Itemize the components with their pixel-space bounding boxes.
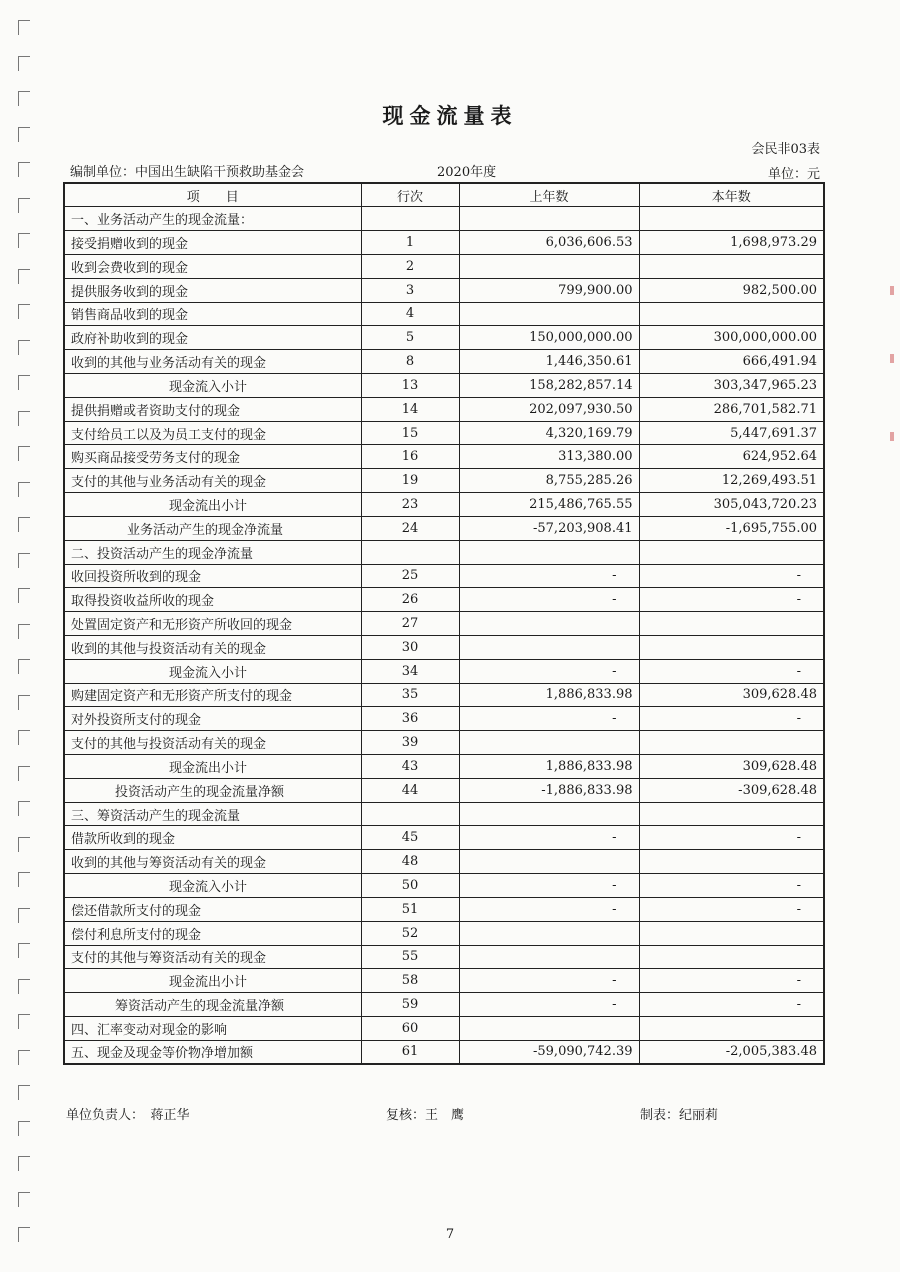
row-line: 24 [361,516,459,540]
table-row [64,826,824,850]
row-line: 36 [361,707,459,731]
row-line: 44 [361,778,459,802]
row-item: 销售商品收到的现金 [64,302,361,326]
row-item: 支付给员工以及为员工支付的现金 [64,421,361,445]
row-current-year [639,302,824,326]
binding-hole [18,517,30,532]
row-line: 19 [361,469,459,493]
row-item: 现金流入小计 [64,659,361,683]
row-line: 52 [361,921,459,945]
row-current-year: -309,628.48 [639,778,824,802]
row-current-year [639,254,824,278]
table-row [64,421,824,445]
table-row [64,635,824,659]
row-prior-year [459,612,639,636]
row-line: 60 [361,1016,459,1040]
table-row [64,683,824,707]
binding-hole [18,908,30,923]
binding-hole [18,872,30,887]
row-item: 投资活动产生的现金流量净额 [64,778,361,802]
row-prior-year: 8,755,285.26 [459,469,639,493]
row-item: 偿付利息所支付的现金 [64,921,361,945]
page-number: 7 [445,1227,455,1242]
binding-hole [18,1085,30,1100]
row-line: 13 [361,374,459,398]
row-prior-year: 215,486,765.55 [459,493,639,517]
table-row [64,397,824,421]
row-current-year: - [639,969,824,993]
row-prior-year [459,302,639,326]
table-row [64,207,824,231]
row-prior-year: - [459,707,639,731]
row-line: 61 [361,1040,459,1064]
row-prior-year: - [459,897,639,921]
table-row [64,1040,824,1064]
row-item: 处置固定资产和无形资产所收回的现金 [64,612,361,636]
row-prior-year: 150,000,000.00 [459,326,639,350]
header-current-year: 本年数 [639,183,824,207]
row-current-year [639,945,824,969]
row-current-year: - [639,993,824,1017]
row-line: 27 [361,612,459,636]
row-item: 政府补助收到的现金 [64,326,361,350]
row-item: 对外投资所支付的现金 [64,707,361,731]
table-row [64,897,824,921]
row-current-year [639,921,824,945]
binding-hole [18,304,30,319]
row-item: 三、筹资活动产生的现金流量 [64,802,361,826]
row-prior-year [459,921,639,945]
binding-hole [18,979,30,994]
table-row [64,1016,824,1040]
binding-hole [18,659,30,674]
row-current-year: - [639,659,824,683]
row-item: 借款所收到的现金 [64,826,361,850]
table-row [64,302,824,326]
binding-hole [18,695,30,710]
table-row [64,350,824,374]
binding-hole [18,588,30,603]
row-prior-year: -57,203,908.41 [459,516,639,540]
row-prior-year [459,1016,639,1040]
row-prior-year: 4,320,169.79 [459,421,639,445]
row-current-year [639,1016,824,1040]
row-item: 收到的其他与投资活动有关的现金 [64,635,361,659]
table-row [64,731,824,755]
row-item: 四、汇率变动对现金的影响 [64,1016,361,1040]
row-current-year: 305,043,720.23 [639,493,824,517]
row-item: 二、投资活动产生的现金净流量 [64,540,361,564]
margin-stamp-mark [890,432,894,441]
row-line: 43 [361,755,459,779]
binding-hole [18,624,30,639]
binding-hole [18,269,30,284]
table-row [64,707,824,731]
row-prior-year: - [459,564,639,588]
row-item: 现金流入小计 [64,874,361,898]
row-line: 45 [361,826,459,850]
table-row [64,374,824,398]
table-row [64,326,824,350]
binding-hole [18,20,30,35]
row-line: 16 [361,445,459,469]
row-item: 筹资活动产生的现金流量净额 [64,993,361,1017]
row-prior-year [459,850,639,874]
row-prior-year: - [459,588,639,612]
row-prior-year [459,635,639,659]
row-current-year: - [639,897,824,921]
binding-hole [18,1192,30,1207]
binding-hole [18,198,30,213]
row-line: 5 [361,326,459,350]
row-item: 接受捐赠收到的现金 [64,231,361,255]
row-item: 五、现金及现金等价物净增加额 [64,1040,361,1064]
row-current-year [639,207,824,231]
table-body [64,207,824,1064]
table-row [64,778,824,802]
row-line: 35 [361,683,459,707]
row-current-year [639,731,824,755]
row-line: 25 [361,564,459,588]
row-item: 收到会费收到的现金 [64,254,361,278]
binding-hole [18,233,30,248]
table-row [64,445,824,469]
row-current-year: 286,701,582.71 [639,397,824,421]
row-prior-year [459,802,639,826]
table-row [64,231,824,255]
row-prior-year: 6,036,606.53 [459,231,639,255]
binding-hole [18,446,30,461]
row-line: 50 [361,874,459,898]
row-line: 26 [361,588,459,612]
row-item: 购买商品接受劳务支付的现金 [64,445,361,469]
row-item: 支付的其他与投资活动有关的现金 [64,731,361,755]
row-item: 现金流出小计 [64,493,361,517]
row-current-year: 12,269,493.51 [639,469,824,493]
signature-reviewer: 复核：王 鹰 [386,1108,465,1123]
row-prior-year: 158,282,857.14 [459,374,639,398]
row-item: 提供捐赠或者资助支付的现金 [64,397,361,421]
binding-hole [18,1121,30,1136]
row-prior-year: 313,380.00 [459,445,639,469]
row-line [361,802,459,826]
row-line: 34 [361,659,459,683]
row-current-year: - [639,588,824,612]
margin-stamp-mark [890,286,894,295]
row-current-year: 982,500.00 [639,278,824,302]
row-prior-year [459,945,639,969]
table-row [64,850,824,874]
row-current-year: 624,952.64 [639,445,824,469]
binding-hole [18,837,30,852]
row-line: 51 [361,897,459,921]
row-item: 一、业务活动产生的现金流量： [64,207,361,231]
margin-stamp-mark [890,354,894,363]
row-line: 55 [361,945,459,969]
table-row [64,755,824,779]
table-row [64,469,824,493]
row-current-year [639,612,824,636]
row-line: 59 [361,993,459,1017]
row-current-year: 1,698,973.29 [639,231,824,255]
row-prior-year: 1,446,350.61 [459,350,639,374]
row-current-year: 300,000,000.00 [639,326,824,350]
row-line: 48 [361,850,459,874]
currency-unit: 单位：元 [767,167,820,182]
row-prior-year: - [459,826,639,850]
row-line: 39 [361,731,459,755]
row-item: 支付的其他与业务活动有关的现金 [64,469,361,493]
report-year: 2020年度 [437,165,497,180]
signature-preparer: 制表：纪丽莉 [640,1108,719,1123]
row-prior-year [459,207,639,231]
row-line: 23 [361,493,459,517]
row-current-year [639,802,824,826]
row-item: 提供服务收到的现金 [64,278,361,302]
row-current-year [639,850,824,874]
table-row [64,945,824,969]
row-current-year: - [639,564,824,588]
table-row [64,254,824,278]
row-prior-year [459,254,639,278]
table-row [64,493,824,517]
row-line: 14 [361,397,459,421]
row-item: 业务活动产生的现金净流量 [64,516,361,540]
binding-hole [18,375,30,390]
table-row [64,540,824,564]
row-current-year: - [639,826,824,850]
row-prior-year: -1,886,833.98 [459,778,639,802]
binding-hole [18,482,30,497]
row-item: 取得投资收益所收的现金 [64,588,361,612]
row-item: 购建固定资产和无形资产所支付的现金 [64,683,361,707]
row-prior-year: 1,886,833.98 [459,683,639,707]
binding-holes [18,20,36,1250]
page-title: 现金流量表 [382,103,518,128]
row-line: 58 [361,969,459,993]
table-header-row [64,183,824,207]
table-row [64,564,824,588]
row-line: 15 [361,421,459,445]
header-prior-year: 上年数 [459,183,639,207]
signature-head: 单位负责人： 蒋正华 [66,1108,190,1123]
binding-hole [18,553,30,568]
row-item: 收到的其他与筹资活动有关的现金 [64,850,361,874]
binding-hole [18,56,30,71]
table-row [64,659,824,683]
row-line: 3 [361,278,459,302]
binding-hole [18,766,30,781]
row-current-year [639,635,824,659]
row-current-year: 309,628.48 [639,755,824,779]
row-line: 1 [361,231,459,255]
form-code: 会民非03表 [751,142,820,157]
binding-hole [18,730,30,745]
table-row [64,588,824,612]
row-line [361,540,459,564]
header-item: 项 目 [64,183,361,207]
row-current-year: 309,628.48 [639,683,824,707]
row-prior-year: -59,090,742.39 [459,1040,639,1064]
row-line: 4 [361,302,459,326]
row-line: 2 [361,254,459,278]
row-current-year: - [639,874,824,898]
header-line: 行次 [361,183,459,207]
table-row [64,874,824,898]
row-prior-year: - [459,659,639,683]
row-prior-year: - [459,969,639,993]
row-item: 现金流入小计 [64,374,361,398]
binding-hole [18,1050,30,1065]
row-current-year [639,540,824,564]
row-current-year: 5,447,691.37 [639,421,824,445]
row-current-year: 666,491.94 [639,350,824,374]
row-line: 8 [361,350,459,374]
binding-hole [18,411,30,426]
table-row [64,993,824,1017]
table-row [64,612,824,636]
binding-hole [18,1014,30,1029]
row-item: 收回投资所收到的现金 [64,564,361,588]
row-item: 收到的其他与业务活动有关的现金 [64,350,361,374]
row-item: 偿还借款所支付的现金 [64,897,361,921]
row-item: 现金流出小计 [64,755,361,779]
row-current-year: - [639,707,824,731]
cash-flow-table [63,182,825,1065]
row-prior-year [459,540,639,564]
binding-hole [18,340,30,355]
row-prior-year: 202,097,930.50 [459,397,639,421]
row-prior-year: 1,886,833.98 [459,755,639,779]
binding-hole [18,1156,30,1171]
row-item: 现金流出小计 [64,969,361,993]
row-current-year: -2,005,383.48 [639,1040,824,1064]
row-prior-year: - [459,993,639,1017]
table-row [64,969,824,993]
row-prior-year: 799,900.00 [459,278,639,302]
table-row [64,802,824,826]
preparing-unit: 编制单位：中国出生缺陷干预救助基金会 [70,165,305,180]
row-line: 30 [361,635,459,659]
row-current-year: 303,347,965.23 [639,374,824,398]
table-row [64,921,824,945]
row-prior-year [459,731,639,755]
row-prior-year: - [459,874,639,898]
row-line [361,207,459,231]
row-current-year: -1,695,755.00 [639,516,824,540]
table-row [64,278,824,302]
binding-hole [18,943,30,958]
table-row [64,516,824,540]
row-item: 支付的其他与筹资活动有关的现金 [64,945,361,969]
binding-hole [18,801,30,816]
binding-hole [18,162,30,177]
